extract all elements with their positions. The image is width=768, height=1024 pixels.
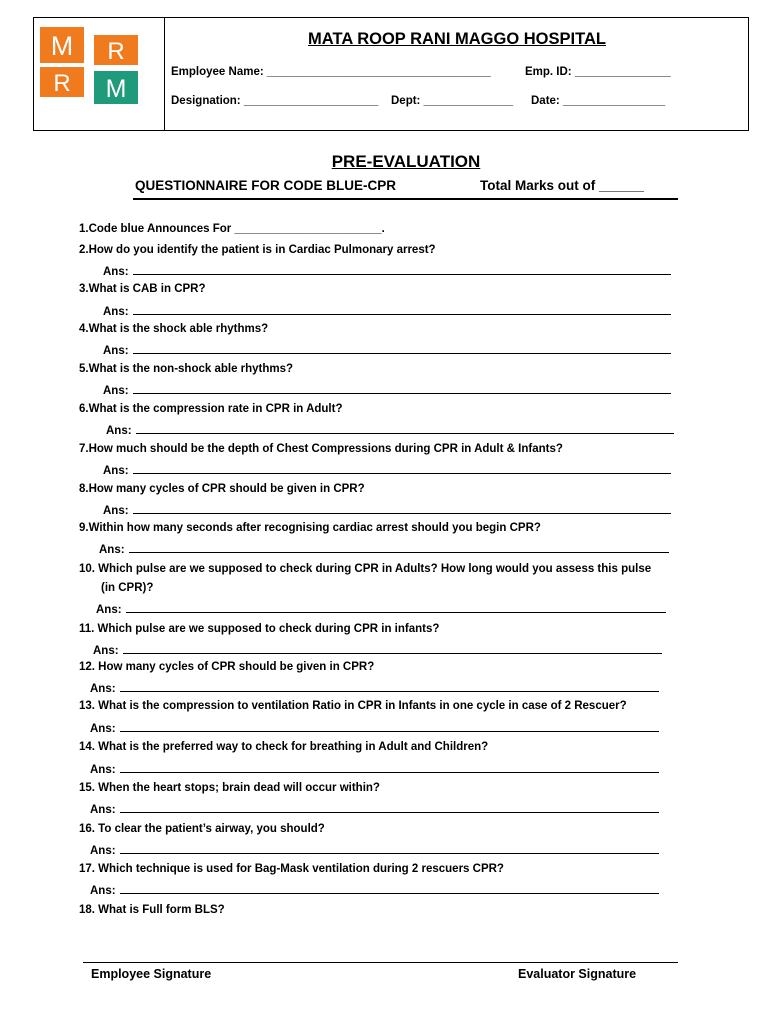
answer-line[interactable] <box>133 263 671 275</box>
logo-letter: M <box>50 31 74 61</box>
employee-signature: Employee Signature <box>91 967 212 981</box>
question-5: 5.What is the non-shock able rhythms? <box>79 363 294 375</box>
answer-label: Ans: <box>96 604 122 616</box>
answer-line[interactable] <box>120 720 659 732</box>
question-1: 1.Code blue Announces For _______________________. <box>79 223 385 235</box>
answer-label: Ans: <box>90 845 116 857</box>
answer-line[interactable] <box>120 882 659 894</box>
question-18: 18. What is Full form BLS? <box>79 904 225 916</box>
answer-label: Ans: <box>90 683 116 695</box>
answer-label: Ans: <box>103 345 129 357</box>
answer-row <box>103 342 671 358</box>
answer-row <box>93 642 662 658</box>
dept-field: Dept: ______________ <box>391 95 514 107</box>
questionnaire-title: QUESTIONNAIRE FOR CODE BLUE-CPR <box>135 178 397 193</box>
answer-line[interactable] <box>120 761 659 773</box>
answer-row <box>90 801 659 817</box>
answer-line[interactable] <box>123 642 662 654</box>
logo-letter: R <box>107 38 125 65</box>
answer-label: Ans: <box>103 266 129 278</box>
answer-label: Ans: <box>99 544 125 556</box>
answer-line[interactable] <box>133 303 671 315</box>
signature-line <box>83 962 678 963</box>
answer-line[interactable] <box>120 680 659 692</box>
question-17: 17. Which technique is used for Bag-Mask ventilation during 2 rescuers CPR? <box>79 863 504 875</box>
answer-row <box>90 842 659 858</box>
designation-field: Designation: _____________________ <box>171 95 379 107</box>
page-title: PRE-EVALUATION <box>331 152 481 171</box>
page-title-wrap <box>0 152 768 172</box>
question-11: 11. Which pulse are we supposed to check during CPR in infants? <box>79 623 440 635</box>
answer-line[interactable] <box>133 462 671 474</box>
evaluator-signature: Evaluator Signature <box>518 967 637 981</box>
answer-row <box>90 720 659 736</box>
answer-row <box>90 882 659 898</box>
question-7: 7.How much should be the depth of Chest Compressions during CPR in Adult & Infants? <box>79 443 563 455</box>
question-15: 15. When the heart stops; brain dead will occur within? <box>79 782 380 794</box>
question-4: 4.What is the shock able rhythms? <box>79 323 269 335</box>
hospital-name-wrap <box>165 30 749 49</box>
answer-row <box>103 462 671 478</box>
answer-label: Ans: <box>90 723 116 735</box>
answer-label: Ans: <box>103 306 129 318</box>
question-13: 13. What is the compression to ventilation Ratio in CPR in Infants in one cycle in case of 2 Rescuer? <box>79 700 627 712</box>
question-8: 8.How many cycles of CPR should be given in CPR? <box>79 483 365 495</box>
title-rule <box>133 198 678 200</box>
answer-row <box>106 422 674 438</box>
answer-row <box>103 263 671 279</box>
question-9: 9.Within how many seconds after recognising cardiac arrest should you begin CPR? <box>79 522 541 534</box>
answer-line[interactable] <box>133 502 671 514</box>
answer-label: Ans: <box>93 645 119 657</box>
answer-line[interactable] <box>126 601 666 613</box>
question-14: 14. What is the preferred way to check for breathing in Adult and Children? <box>79 741 489 753</box>
answer-line[interactable] <box>120 842 659 854</box>
question-3: 3.What is CAB in CPR? <box>79 283 206 295</box>
emp-id-field: Emp. ID: _______________ <box>525 66 671 78</box>
question-12: 12. How many cycles of CPR should be given in CPR? <box>79 661 375 673</box>
answer-label: Ans: <box>90 885 116 897</box>
answer-line[interactable] <box>133 382 671 394</box>
answer-label: Ans: <box>103 505 129 517</box>
answer-row <box>103 502 671 518</box>
total-marks: Total Marks out of ______ <box>480 178 645 193</box>
hospital-logo <box>40 27 138 104</box>
date-field: Date: ________________ <box>531 95 666 107</box>
answer-label: Ans: <box>90 804 116 816</box>
answer-label: Ans: <box>103 385 129 397</box>
employee-name-field: Employee Name: ___________________________________ <box>171 66 491 78</box>
question-10: 10. Which pulse are we supposed to check during CPR in Adults? How long would you assess this pulse <box>79 563 652 575</box>
logo-letter: R <box>53 70 71 97</box>
answer-line[interactable] <box>129 541 669 553</box>
answer-row <box>103 382 671 398</box>
answer-row <box>90 680 659 696</box>
answer-line[interactable] <box>120 801 659 813</box>
answer-row <box>99 541 669 557</box>
question-6: 6.What is the compression rate in CPR in Adult? <box>79 403 343 415</box>
answer-row <box>96 601 666 617</box>
answer-line[interactable] <box>136 422 674 434</box>
answer-line[interactable] <box>133 342 671 354</box>
answer-label: Ans: <box>103 465 129 477</box>
answer-label: Ans: <box>90 764 116 776</box>
question-2: 2.How do you identify the patient is in Cardiac Pulmonary arrest? <box>79 244 436 256</box>
answer-row <box>103 303 671 319</box>
hospital-name: MATA ROOP RANI MAGGO HOSPITAL <box>308 30 606 48</box>
answer-label: Ans: <box>106 425 132 437</box>
answer-row <box>90 761 659 777</box>
question-16: 16. To clear the patient’s airway, you should? <box>79 823 325 835</box>
question-10-continued: (in CPR)? <box>101 582 154 594</box>
logo-letter: M <box>105 75 127 103</box>
